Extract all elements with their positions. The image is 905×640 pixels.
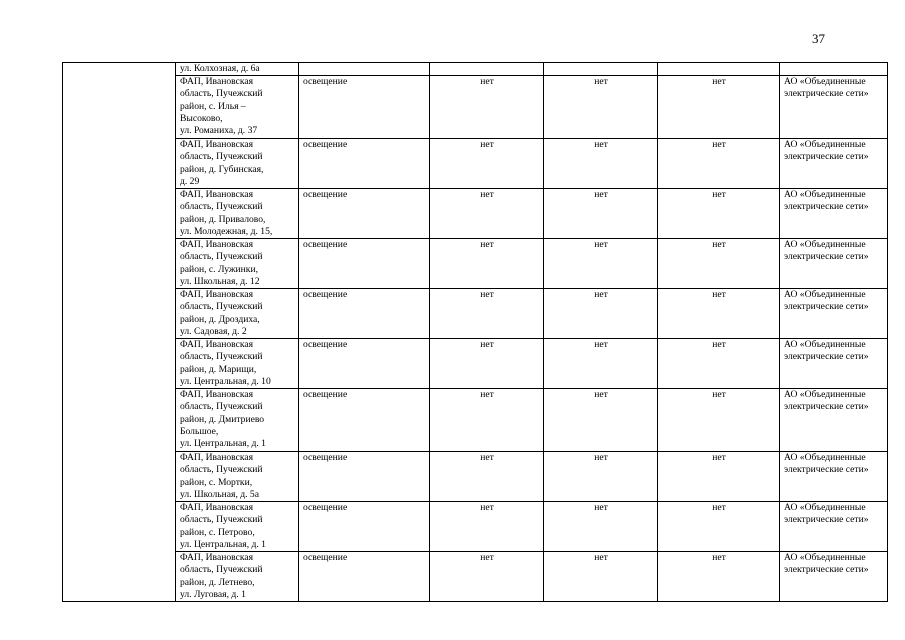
facility-address-cell: ФАП, Ивановская область, Пучежский район, д. Дмитриево Большое, ул. Центральная, д. 1 (176, 389, 299, 452)
empty-cell (658, 63, 780, 76)
purpose-cell: освещение (299, 389, 430, 452)
value-cell-4: нет (430, 76, 544, 139)
value-cell-6: нет (658, 76, 780, 139)
value-cell-4: нет (430, 239, 544, 289)
facility-address-cell: ФАП, Ивановская область, Пучежский район, с. Петрово, ул. Центральная, д. 1 (176, 502, 299, 552)
value-cell-5: нет (544, 339, 658, 389)
table-row (63, 189, 888, 239)
facility-address-cell: ФАП, Ивановская область, Пучежский район, д. Марищи, ул. Центральная, д. 10 (176, 339, 299, 389)
value-cell-4: нет (430, 452, 544, 502)
address-tail-cell: ул. Колхозная, д. 6а (176, 63, 299, 76)
table-row (63, 339, 888, 389)
value-cell-5: нет (544, 452, 658, 502)
empty-cell (544, 63, 658, 76)
supplier-cell: АО «Объединенные электрические сети» (780, 76, 888, 139)
row-number-cell (63, 502, 176, 552)
value-cell-5: нет (544, 552, 658, 602)
purpose-cell: освещение (299, 452, 430, 502)
value-cell-4: нет (430, 502, 544, 552)
row-number-cell (63, 289, 176, 339)
supplier-cell: АО «Объединенные электрические сети» (780, 389, 888, 452)
purpose-cell: освещение (299, 239, 430, 289)
value-cell-6: нет (658, 452, 780, 502)
value-cell-4: нет (430, 189, 544, 239)
purpose-cell: освещение (299, 339, 430, 389)
row-number-cell (63, 189, 176, 239)
value-cell-5: нет (544, 289, 658, 339)
value-cell-4: нет (430, 389, 544, 452)
facilities-table (62, 62, 888, 602)
value-cell-4: нет (430, 552, 544, 602)
facility-address-cell: ФАП, Ивановская область, Пучежский район, с. Илья – Высоково, ул. Романиха, д. 37 (176, 76, 299, 139)
table-row-continuation (63, 63, 888, 76)
row-number-cell (63, 552, 176, 602)
value-cell-6: нет (658, 239, 780, 289)
row-number-cell (63, 139, 176, 189)
facility-address-cell: ФАП, Ивановская область, Пучежский район, д. Дроздиха, ул. Садовая, д. 2 (176, 289, 299, 339)
value-cell-6: нет (658, 139, 780, 189)
empty-cell (780, 63, 888, 76)
value-cell-6: нет (658, 289, 780, 339)
supplier-cell: АО «Объединенные электрические сети» (780, 289, 888, 339)
purpose-cell: освещение (299, 139, 430, 189)
page-number: 37 (812, 31, 825, 46)
row-number-cell (63, 63, 176, 76)
value-cell-6: нет (658, 552, 780, 602)
value-cell-6: нет (658, 189, 780, 239)
value-cell-6: нет (658, 502, 780, 552)
value-cell-4: нет (430, 139, 544, 189)
table-row (63, 502, 888, 552)
value-cell-5: нет (544, 76, 658, 139)
row-number-cell (63, 339, 176, 389)
purpose-cell: освещение (299, 552, 430, 602)
row-number-cell (63, 76, 176, 139)
table-row (63, 552, 888, 602)
row-number-cell (63, 389, 176, 452)
value-cell-5: нет (544, 139, 658, 189)
facility-address-cell: ФАП, Ивановская область, Пучежский район, д. Летнево, ул. Луговая, д. 1 (176, 552, 299, 602)
supplier-cell: АО «Объединенные электрические сети» (780, 552, 888, 602)
empty-cell (299, 63, 430, 76)
facility-address-cell: ФАП, Ивановская область, Пучежский район, с. Мортки, ул. Школьная, д. 5а (176, 452, 299, 502)
purpose-cell: освещение (299, 502, 430, 552)
value-cell-4: нет (430, 339, 544, 389)
purpose-cell: освещение (299, 189, 430, 239)
purpose-cell: освещение (299, 289, 430, 339)
row-number-cell (63, 452, 176, 502)
supplier-cell: АО «Объединенные электрические сети» (780, 239, 888, 289)
table-row (63, 239, 888, 289)
value-cell-6: нет (658, 389, 780, 452)
supplier-cell: АО «Объединенные электрические сети» (780, 502, 888, 552)
purpose-cell: освещение (299, 76, 430, 139)
value-cell-5: нет (544, 239, 658, 289)
table-row (63, 289, 888, 339)
supplier-cell: АО «Объединенные электрические сети» (780, 189, 888, 239)
table-row (63, 389, 888, 452)
row-number-cell (63, 239, 176, 289)
supplier-cell: АО «Объединенные электрические сети» (780, 452, 888, 502)
empty-cell (430, 63, 544, 76)
facility-address-cell: ФАП, Ивановская область, Пучежский район, д. Губинская, д. 29 (176, 139, 299, 189)
supplier-cell: АО «Объединенные электрические сети» (780, 339, 888, 389)
table-row (63, 139, 888, 189)
value-cell-5: нет (544, 189, 658, 239)
table-row (63, 452, 888, 502)
table-row (63, 76, 888, 139)
value-cell-6: нет (658, 339, 780, 389)
value-cell-4: нет (430, 289, 544, 339)
value-cell-5: нет (544, 502, 658, 552)
supplier-cell: АО «Объединенные электрические сети» (780, 139, 888, 189)
facility-address-cell: ФАП, Ивановская область, Пучежский район, с. Лужинки, ул. Школьная, д. 12 (176, 239, 299, 289)
facility-address-cell: ФАП, Ивановская область, Пучежский район, д. Привалово, ул. Молодежная, д. 15, (176, 189, 299, 239)
value-cell-5: нет (544, 389, 658, 452)
